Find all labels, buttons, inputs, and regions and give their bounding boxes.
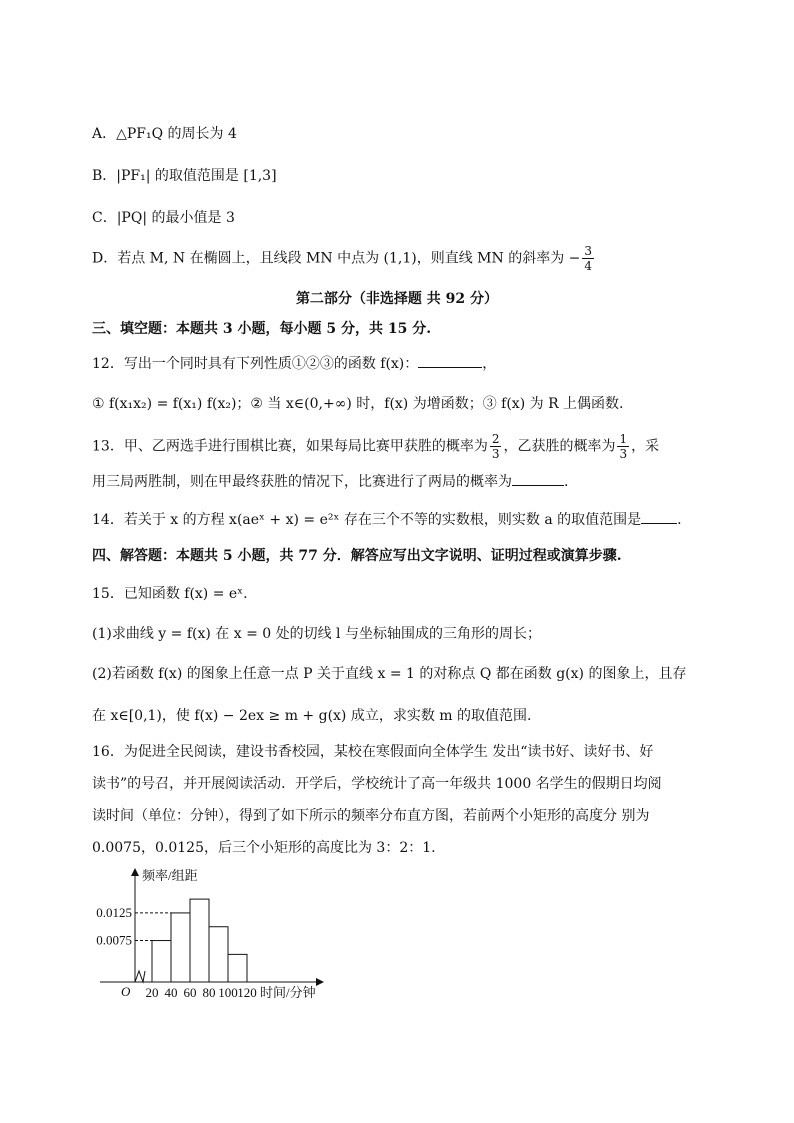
fraction-denominator: 3: [619, 447, 628, 461]
x-tick-label: 60: [183, 985, 197, 1000]
choice-d: [92, 244, 596, 273]
choice-b: B．|PF₁| 的取值范围是 [1,3]: [92, 168, 277, 184]
choice-a: A．△PF₁Q 的周长为 4: [92, 126, 237, 142]
q13-line2: [92, 472, 568, 492]
q16-line1: 16．为促进全民阅读，建设书香校园，某校在寒假面向全体学生 发出“读书好、读好书、好: [92, 744, 654, 760]
y-axis-label: 频率/组距: [142, 868, 198, 883]
q13-line2-end: .: [564, 474, 569, 490]
fraction-numerator: 3: [584, 244, 593, 258]
q15-part2-line2: 在 x∈[0,1)，使 f(x) − 2ex ≥ m + g(x) 成立，求实数 m 的取值范围.: [92, 708, 532, 724]
q12-line1: [92, 354, 496, 374]
y-tick-label: 0.0125: [96, 904, 132, 920]
axis-break-mark: [135, 971, 145, 982]
choice-d-fraction: [582, 244, 594, 273]
x-tick-label: 120: [237, 985, 257, 1000]
section4-title: 四、解答题：本题共 5 小题，共 77 分．解答应写出文字说明、证明过程或演算步骤.: [92, 548, 622, 564]
q15-part1: (1)求曲线 y = f(x) 在 x = 0 处的切线 l 与坐标轴围成的三角形的周长；: [92, 626, 541, 642]
fraction-numerator: 1: [619, 432, 628, 446]
q14-stem-end: .: [677, 512, 682, 528]
choice-c: C．|PQ| 的最小值是 3: [92, 210, 235, 226]
x-axis-label: 时间/分钟: [260, 985, 316, 1000]
x-tick-label: 80: [202, 985, 216, 1000]
q16-line3: 读时间（单位：分钟），得到了如下所示的频率分布直方图，若前两个小矩形的高度分 别为: [92, 808, 650, 824]
frequency-histogram: [90, 865, 350, 1005]
q13-stem-end: ，采: [631, 438, 660, 455]
answer-blank: [418, 355, 482, 368]
histogram-bar: [228, 954, 247, 982]
q14-line: [92, 510, 682, 530]
y-tick-label: 0.0075: [96, 932, 132, 948]
q13-line2-text: 用三局两胜制，则在甲最终获胜的情况下，比赛进行了两局的概率为: [92, 474, 512, 490]
q14-stem: 14．若关于 x 的方程 x(aeˣ + x) = e²ˣ 存在三个不等的实数根，则实数 a 的取值范围是: [92, 512, 642, 528]
origin-label: O: [121, 984, 131, 999]
x-tick-label: 40: [164, 985, 178, 1000]
q13-fraction-2: [617, 432, 629, 461]
q16-line4: 0.0075，0.0125，后三个小矩形的高度比为 3：2：1.: [92, 840, 436, 856]
histogram-bar: [190, 899, 209, 982]
fraction-denominator: 4: [584, 259, 593, 273]
q13-line1: [92, 432, 659, 461]
histogram-bar: [152, 941, 171, 982]
q13-stem-mid: ，乙获胜的概率为: [503, 438, 616, 455]
q12-stem: 12．写出一个同时具有下列性质①②③的函数 f(x)：: [92, 356, 419, 372]
section3-title: 三、填空题：本题共 3 小题，每小题 5 分，共 15 分.: [92, 321, 432, 337]
fraction-numerator: 2: [491, 432, 500, 446]
q15-intro: 15．已知函数 f(x) = eˣ.: [92, 586, 248, 602]
q16-line2: 读书”的号召，并开展阅读活动．开学后，学校统计了高一年级共 1000 名学生的假期日均阅: [92, 776, 662, 792]
answer-blank: [641, 511, 677, 524]
q12-line2: ① f(x₁x₂) = f(x₁) f(x₂)；② 当 x∈(0,+∞) 时，f(x) 为增函数；③ f(x) 为 R 上偶函数.: [92, 396, 624, 412]
q12-stem-end: ，: [482, 356, 497, 372]
q13-stem: 13．甲、乙两选手进行围棋比赛，如果每局比赛甲获胜的概率为: [92, 438, 488, 455]
histogram-bar: [209, 927, 228, 982]
q15-part2-line1: (2)若函数 f(x) 的图象上任意一点 P 关于直线 x = 1 的对称点 Q 都在函数 g(x) 的图象上，且存: [92, 666, 687, 682]
part2-title: 第二部分（非选择题 共 92 分）: [295, 291, 499, 307]
q13-fraction-1: [490, 432, 502, 461]
x-tick-label: 100: [218, 985, 238, 1000]
histogram-bar: [171, 913, 190, 982]
choice-d-text: D．若点 M, N 在椭圆上，且线段 MN 中点为 (1,1)，则直线 MN 的斜率为 −: [92, 250, 581, 267]
x-tick-label: 20: [145, 985, 159, 1000]
answer-blank: [512, 473, 564, 486]
fraction-denominator: 3: [491, 447, 500, 461]
